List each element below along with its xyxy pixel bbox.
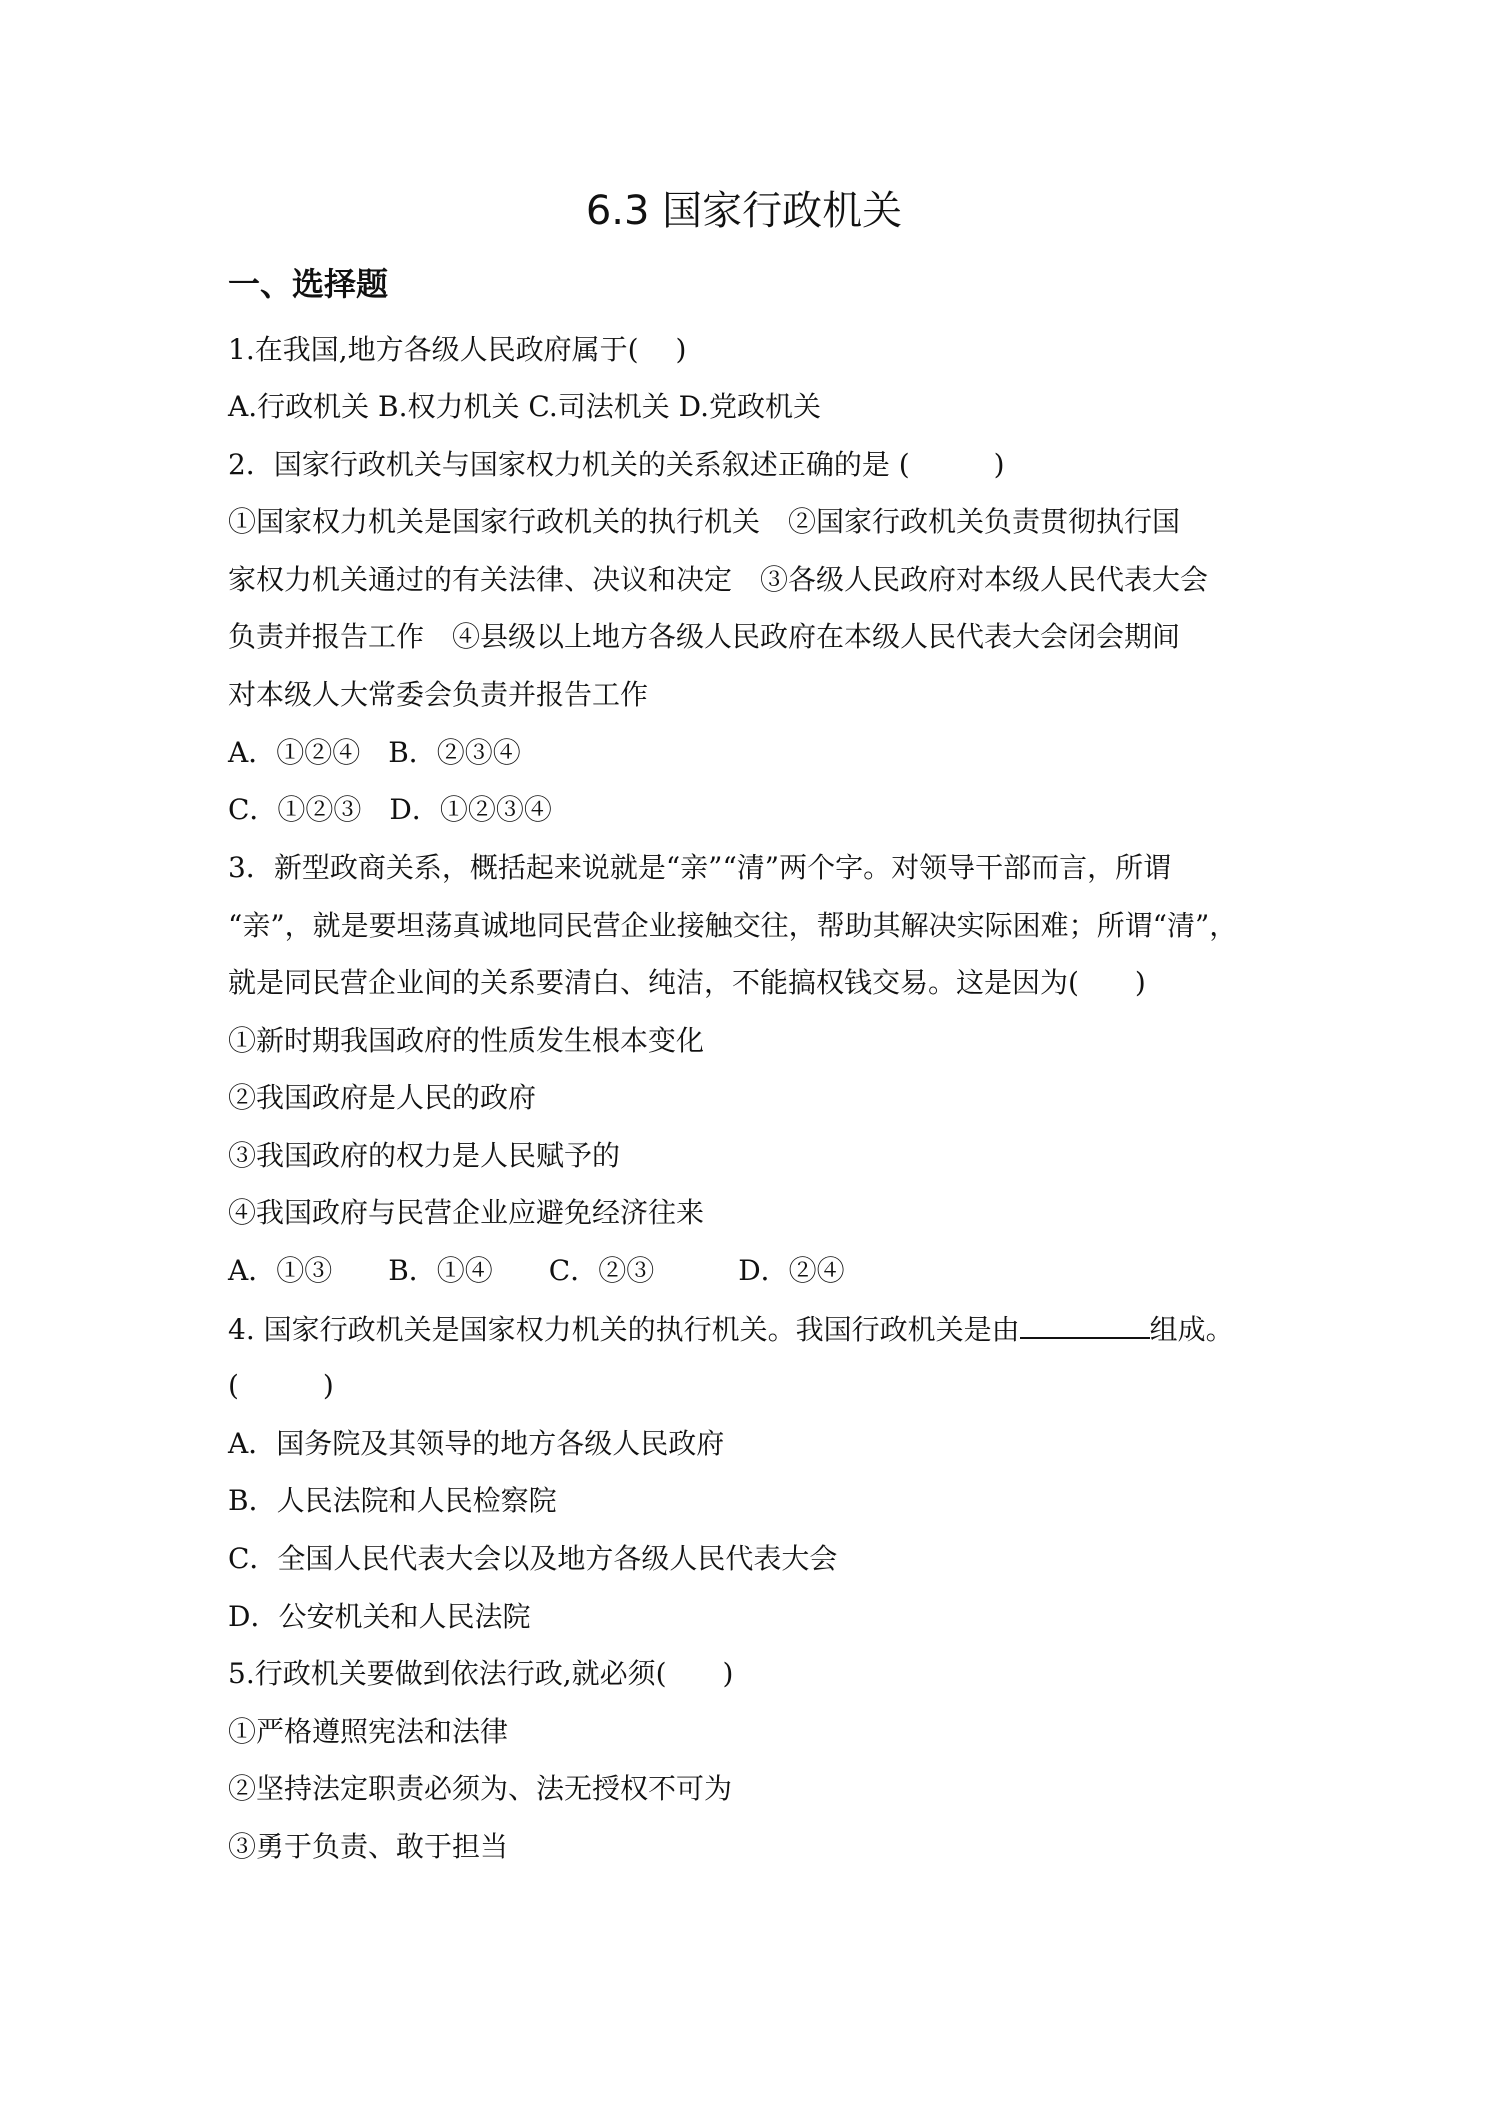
question-5-statement: ②坚持法定职责必须为、法无授权不可为	[228, 1772, 733, 1805]
question-2-statement-line: 家权力机关通过的有关法律、决议和决定 ③各级人民政府对本级人民代表大会	[228, 563, 1209, 596]
question-3-statement: ②我国政府是人民的政府	[228, 1081, 537, 1114]
question-4-option-c: C．全国人民代表大会以及地方各级人民代表大会	[228, 1542, 838, 1575]
question-4-option-a: A．国务院及其领导的地方各级人民政府	[228, 1427, 725, 1460]
question-4-answer-bracket: ( )	[228, 1369, 334, 1402]
question-3-stem-line: 就是同民营企业间的关系要清白、纯洁，不能搞权钱交易。这是因为( )	[228, 966, 1146, 999]
question-5-statement: ③勇于负责、敢于担当	[228, 1830, 509, 1863]
fill-in-blank	[1020, 1309, 1150, 1339]
question-3-statement: ③我国政府的权力是人民赋予的	[228, 1139, 621, 1172]
question-2-options-cd: C．①②③ D．①②③④	[228, 793, 552, 826]
question-4-option-b: B．人民法院和人民检察院	[228, 1484, 557, 1517]
question-2-options-ab: A．①②④ B．②③④	[228, 736, 521, 769]
question-5-statement: ①严格遵照宪法和法律	[228, 1715, 509, 1748]
question-4-stem-before: 4. 国家行政机关是国家权力机关的执行机关。我国行政机关是由	[228, 1313, 1020, 1346]
question-4-stem	[228, 1309, 1234, 1350]
question-2-statement-line: 对本级人大常委会负责并报告工作	[228, 678, 649, 711]
question-1-stem: 1.在我国,地方各级人民政府属于( )	[228, 333, 687, 366]
question-5-stem: 5.行政机关要做到依法行政,就必须( )	[228, 1657, 734, 1690]
question-2-stem: 2．国家行政机关与国家权力机关的关系叙述正确的是 ( )	[228, 448, 1005, 481]
question-2-statement-line: ①国家权力机关是国家行政机关的执行机关 ②国家行政机关负责贯彻执行国	[228, 505, 1181, 538]
question-4-option-d: D．公安机关和人民法院	[228, 1600, 531, 1633]
question-3-stem-line: 3．新型政商关系，概括起来说就是“亲”“清”两个字。对领导干部而言，所谓	[228, 851, 1172, 884]
document-title: 6.3 国家行政机关	[585, 188, 903, 234]
question-3-stem-line: “亲”，就是要坦荡真诚地同民营企业接触交往，帮助其解决实际困难；所谓“清”，	[228, 909, 1238, 942]
question-4-stem-after: 组成。	[1149, 1313, 1234, 1346]
question-3-options: A．①③ B．①④ C．②③ D．②④	[228, 1254, 845, 1287]
question-3-statement: ①新时期我国政府的性质发生根本变化	[228, 1024, 705, 1057]
question-3-statement: ④我国政府与民营企业应避免经济往来	[228, 1196, 705, 1229]
section-heading: 一、选择题	[228, 265, 389, 303]
question-1-options: A.行政机关 B.权力机关 C.司法机关 D.党政机关	[228, 390, 821, 423]
question-2-statement-line: 负责并报告工作 ④县级以上地方各级人民政府在本级人民代表大会闭会期间	[228, 620, 1181, 653]
